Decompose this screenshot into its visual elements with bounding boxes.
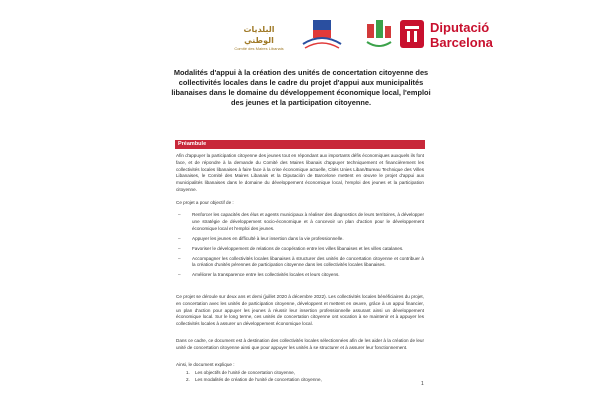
list-item: 2. Les modalités de création de l'unité de concertation citoyenne,: [186, 377, 322, 382]
partner-logo: [366, 18, 392, 52]
list-item: – Améliorer la transparence entre les collectivités locales et leurs citoyens.: [178, 272, 340, 278]
explains-intro: Ainsi, le document explique :: [176, 362, 235, 367]
diputacio-line2: Barcelona: [430, 35, 493, 50]
list-item: – Accompagner les collectivités locales libanaises à structurer des unités de concertation citoyenne et contribuer à la création d'unités pérennes de participation citoyenne dans les collectivités locales libanaises.: [178, 255, 424, 268]
logo-bar: [0, 16, 600, 56]
objectives-intro: Ce projet a pour objectif de :: [176, 200, 234, 205]
diputacio-emblem-icon: [400, 20, 424, 48]
list-item: – Renforcer les capacités des élus et agents municipaux à réaliser des diagnostics de leurs territoires, à développer une stratégie de développement socio-économique et à concevoir un plan d'action pour le développement économique local et l'emploi des jeunes.: [178, 212, 424, 231]
list-item: – Favoriser le développement de relations de coopération entre les villes libanaises et les villes catalanes.: [178, 245, 404, 251]
cvl-logo-arabic: البلديات الوطني: [243, 25, 275, 45]
list-item: – Appuyer les jeunes en difficulté à leur insertion dans la vie professionnelle.: [178, 235, 344, 241]
explains-list: [176, 369, 424, 383]
document-title: Modalités d'appui à la création des unités de concertation citoyenne des collectivités locales dans le cadre du projet d'appui aux municipalités libanaises dans le domaine du développement économique local, l'emploi des jeunes et la participation citoyenne.: [171, 68, 431, 107]
objectives-list: [176, 212, 424, 282]
diputacio-barcelona-logo: [400, 20, 530, 52]
paragraph-purpose: Dans ce cadre, ce document est à destination des collectivités locales sélectionnées afin de les aider à la création de leur unité de concertation citoyenne ainsi que pour appuyer les unités à se structurer et à assurer leur fonctionnement.: [176, 338, 424, 350]
page-number: 1: [421, 381, 424, 387]
section-heading-bar: [175, 140, 425, 149]
diputacio-line1: Diputació: [430, 20, 490, 35]
paragraph-duration: Ce projet se déroule sur deux ans et demi (juillet 2020 à décembre 2022). Les collectivités locales bénéficiaires du projet, en concertation avec les unités de participation citoyenne, développent et mettent en œuvre, grâce à un appui financier, un plan d'action pour appuyer les jeunes à réussir leur insertion professionnelle assurant ainsi un développement économique local. Sur le long terme, ces unités de concertation citoyenne ont vocation à se maintenir et à appuyer les collectivités locales à assurer un développement économique local.: [176, 294, 424, 327]
paragraph-context: Afin d'appuyer la participation citoyenne des jeunes tout en répondant aux importants défis économiques auxquels ils font face, et de répondre à la demande du Comité des Maires libanais d'appuyer techniquement et financièrement les collectivités locales libanaises à faire face à la crise économique actuelle, Cités Unies Liban/Bureau Technique des Villes Libanaises, le Comité des Maires Libanais et la Diputación de Barcelone mettent en œuvre le projet d'appui aux municipalités libanaises dans le domaine du développement économique local, l'emploi des jeunes et la participation citoyenne.: [176, 153, 424, 192]
section-heading: Préambule: [178, 141, 207, 147]
cvl-logo-latin: Comité des Maires Libanais: [234, 46, 284, 51]
list-item: 1. Les objectifs de l'unité de concertation citoyenne,: [186, 370, 295, 375]
comite-maires-logo: [230, 16, 288, 54]
bureau-technique-logo: [299, 18, 345, 52]
